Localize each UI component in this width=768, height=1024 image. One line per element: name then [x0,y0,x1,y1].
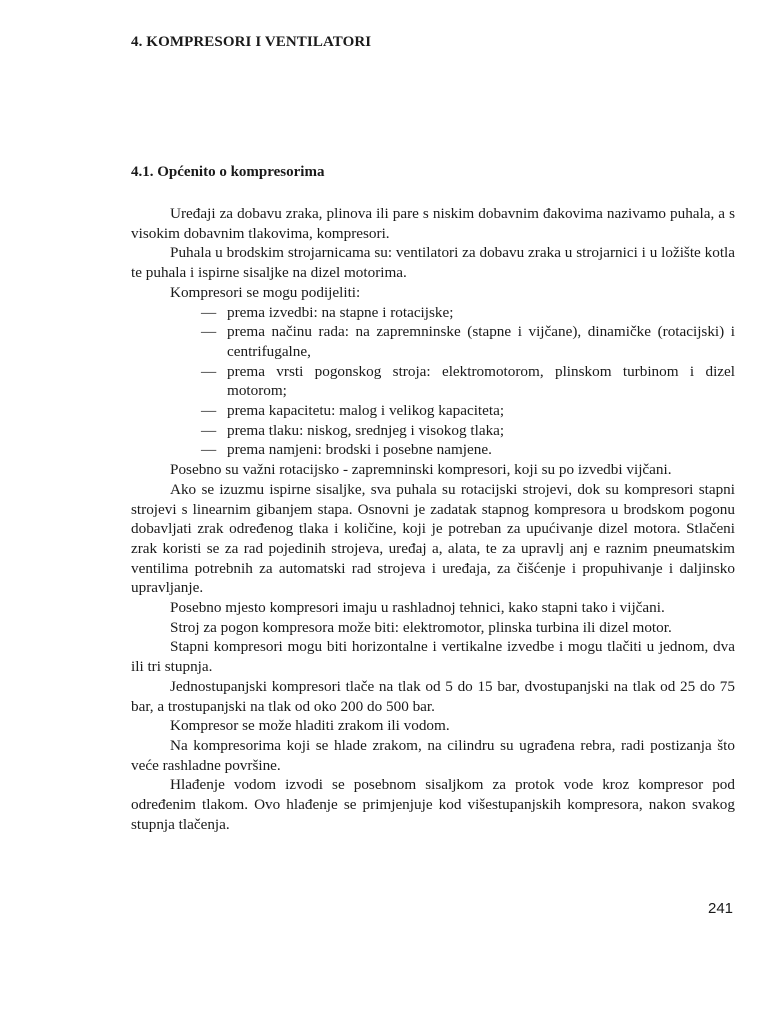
paragraph: Na kompresorima koji se hlade zrakom, na cilindru su ugrađena rebra, radi postizanja što veće rashladne površine. [131,736,735,774]
dash-bullet: — [201,323,217,341]
list-item-text: prema načinu rada: na zapremninske (stapne i vijčane), dinamičke (rotacijski) i centrifugalne, [227,323,735,360]
list-item [201,421,735,441]
list-item-text: prema izvedbi: na stapne i rotacijske; [227,303,454,321]
list-item-text: prema tlaku: niskog, srednjeg i visokog tlaka; [227,421,505,439]
paragraph: Jednostupanjski kompresori tlače na tlak od 5 do 15 bar, dvostupanjski na tlak od 25 do 75 bar, a trostupanjski na tlak od oko 200 do 500 bar. [131,677,735,715]
list-item [201,303,735,323]
list-item-text: prema vrsti pogonskog stroja: elektromotorom, plinskom turbinom i dizel motorom; [227,362,735,400]
list-item-text: prema kapacitetu: malog i velikog kapaciteta; [227,402,505,420]
paragraph: Kompresori se mogu podijeliti: [170,283,361,301]
paragraph: Ako se izuzmu ispirne sisaljke, sva puhala su rotacijski strojevi, dok su kompresori stapni strojevi s linearnim gibanjem stapa. Osnovni je zadatak stapnog kompresora u brodskom pogonu dobavljati zrak određenog tlaka i količine, koji je potreban za upućivanje dizel motora. Stlačeni zrak koristi se za rad pojedinih strojeva, uređaj a, alata, te za upravlj anj e raznim pneumatskim ventilima potrebnih za automatski rad strojeva i uređaja, za čišćenje i propuhivanje i daljinsko upravljanje. [131,480,735,597]
list-item [201,362,735,401]
paragraph: Puhala u brodskim strojarnicama su: ventilatori za dobavu zraka u strojarnici i u ložište kotla te puhala i ispirne sisaljke na dizel motorima. [131,244,735,282]
classification-list [166,303,735,461]
paragraph: Uređaji za dobavu zraka, plinova ili pare s niskim dobavnim đakovima nazivamo puhala, a s visokim dobavnim tlakovima, kompresori. [131,205,735,242]
list-item [201,322,735,361]
paragraph: Posebno mjesto kompresori imaju u rashladnoj tehnici, kako stapni tako i vijčani. [170,599,665,617]
paragraph: Kompresor se može hladiti zrakom ili vodom. [170,717,450,735]
dash-bullet: — [201,362,217,380]
paragraph: Stroj za pogon kompresora može biti: elektromotor, plinska turbina ili dizel motor. [170,618,672,636]
paragraph: Hlađenje vodom izvodi se posebnom sisaljkom za protok vode kroz kompresor pod određenim tlakom. Ovo hlađenje se primjenjuje kod višestupanjskih kompresora, nakon svakog stupnja tlačenja. [131,776,735,833]
dash-bullet: — [201,421,217,439]
list-item-text: prema namjeni: brodski i posebne namjene. [227,441,492,459]
dash-bullet: — [201,303,217,321]
paragraph: Posebno su važni rotacijsko - zapremninski kompresori, koji su po izvedbi vijčani. [170,461,672,479]
list-item [201,401,735,421]
body-text [131,204,735,835]
page-number: 241 [708,900,734,917]
section-title: 4.1. Općenito o kompresorima [131,164,325,180]
chapter-title: 4. KOMPRESORI I VENTILATORI [131,34,372,50]
list-item [201,440,735,460]
dash-bullet: — [201,441,217,459]
dash-bullet: — [201,402,217,420]
paragraph: Stapni kompresori mogu biti horizontalne i vertikalne izvedbe i mogu tlačiti u jednom, dva ili tri stupnja. [131,638,735,676]
